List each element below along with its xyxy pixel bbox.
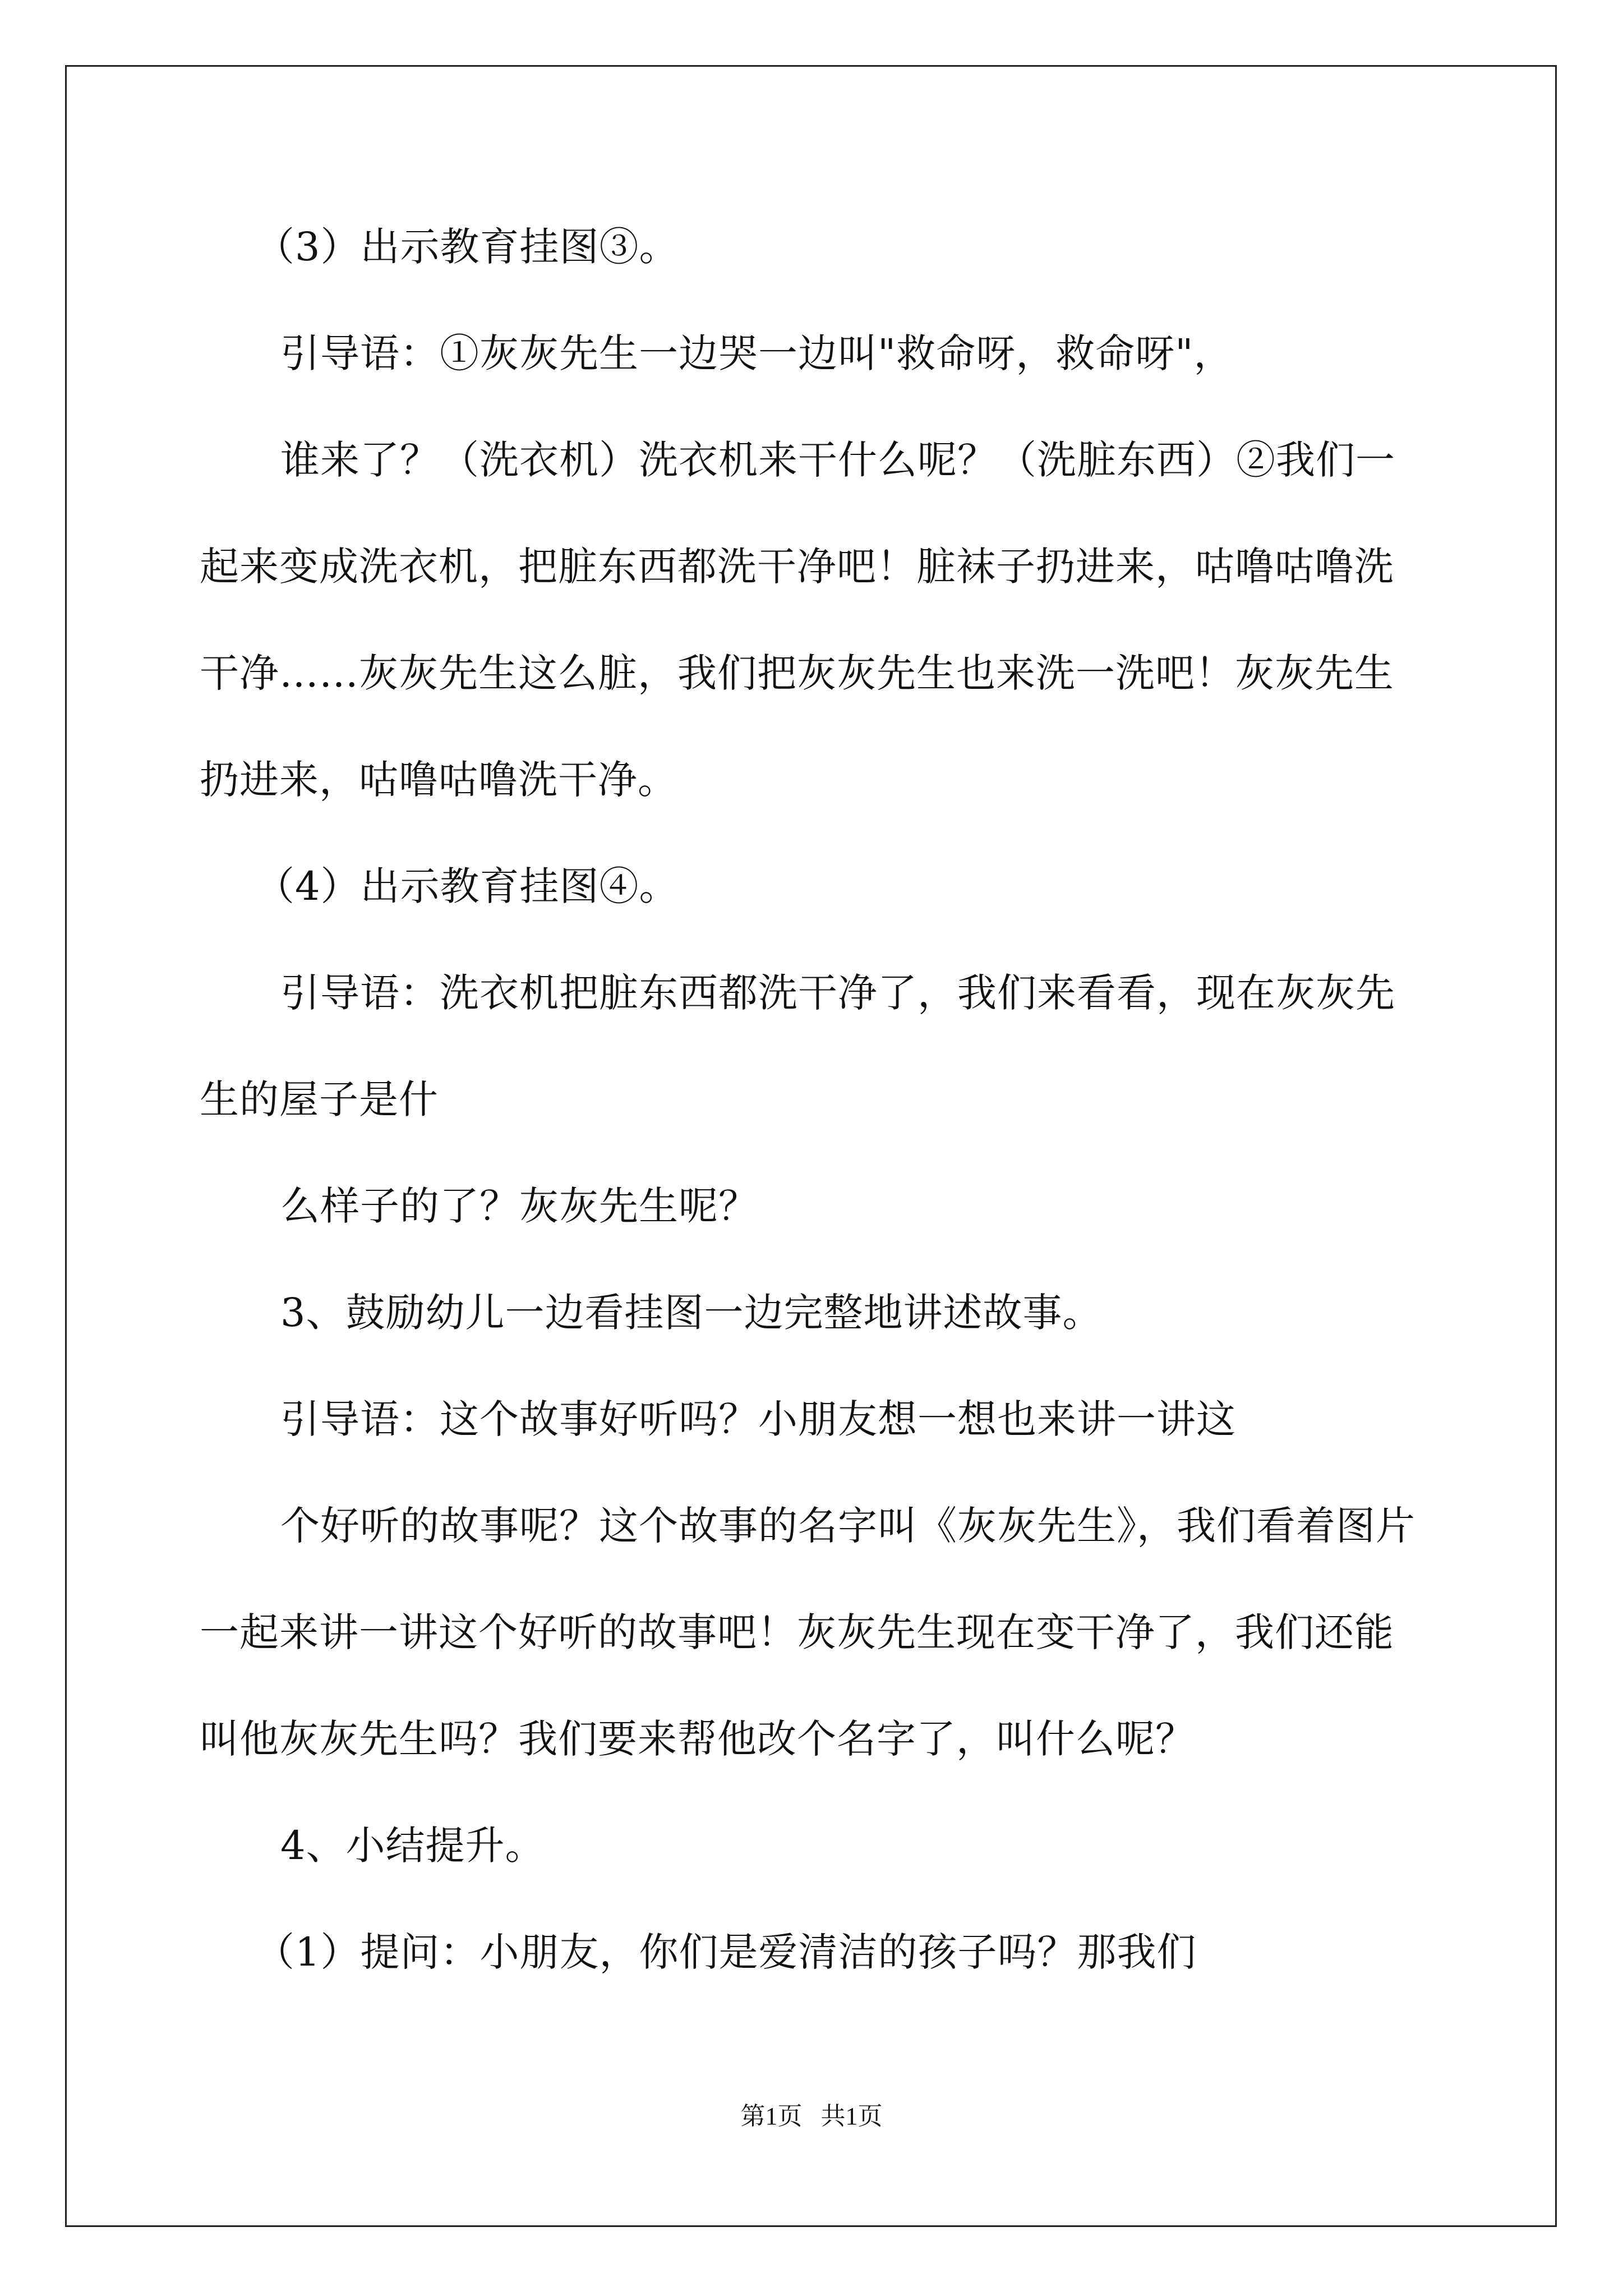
text-line: 干净……灰灰先生这么脏，我们把灰灰先生也来洗一洗吧！灰灰先生 — [200, 650, 1394, 696]
page-footer: 第1页 共1页 — [740, 2102, 883, 2130]
text-line: （4）出示教育挂图④。 — [255, 863, 679, 909]
text-line: 引导语：这个故事好听吗？小朋友想一想也来讲一讲这 — [280, 1396, 1236, 1442]
text-line: 扔进来，咕噜咕噜洗干净。 — [200, 757, 677, 803]
text-line: 谁来了？（洗衣机）洗衣机来干什么呢？（洗脏东西）②我们一 — [280, 437, 1395, 483]
text-line: 么样子的了？灰灰先生呢？ — [280, 1183, 758, 1229]
text-line: 4、小结提升。 — [280, 1823, 545, 1869]
text-line: （1）提问：小朋友，你们是爱清洁的孩子吗？那我们 — [255, 1929, 1197, 1975]
text-line: 生的屋子是什 — [200, 1076, 439, 1122]
text-line: 叫他灰灰先生吗？我们要来帮他改个名字了，叫什么呢？ — [200, 1716, 1195, 1762]
text-line: 一起来讲一讲这个好听的故事吧！灰灰先生现在变干净了，我们还能 — [200, 1609, 1394, 1655]
text-line: （3）出示教育挂图③。 — [255, 224, 679, 270]
text-line: 个好听的故事呢？这个故事的名字叫《灰灰先生》，我们看着图片 — [280, 1503, 1415, 1549]
text-line: 引导语：①灰灰先生一边哭一边叫"救命呀，救命呀"， — [280, 330, 1234, 376]
text-line: 起来变成洗衣机，把脏东西都洗干净吧！脏袜子扔进来，咕噜咕噜洗 — [200, 544, 1394, 590]
text-line: 引导语：洗衣机把脏东西都洗干净了，我们来看看，现在灰灰先 — [280, 970, 1395, 1016]
page-border — [65, 65, 1557, 2227]
text-line: 3、鼓励幼儿一边看挂图一边完整地讲述故事。 — [280, 1290, 1103, 1336]
